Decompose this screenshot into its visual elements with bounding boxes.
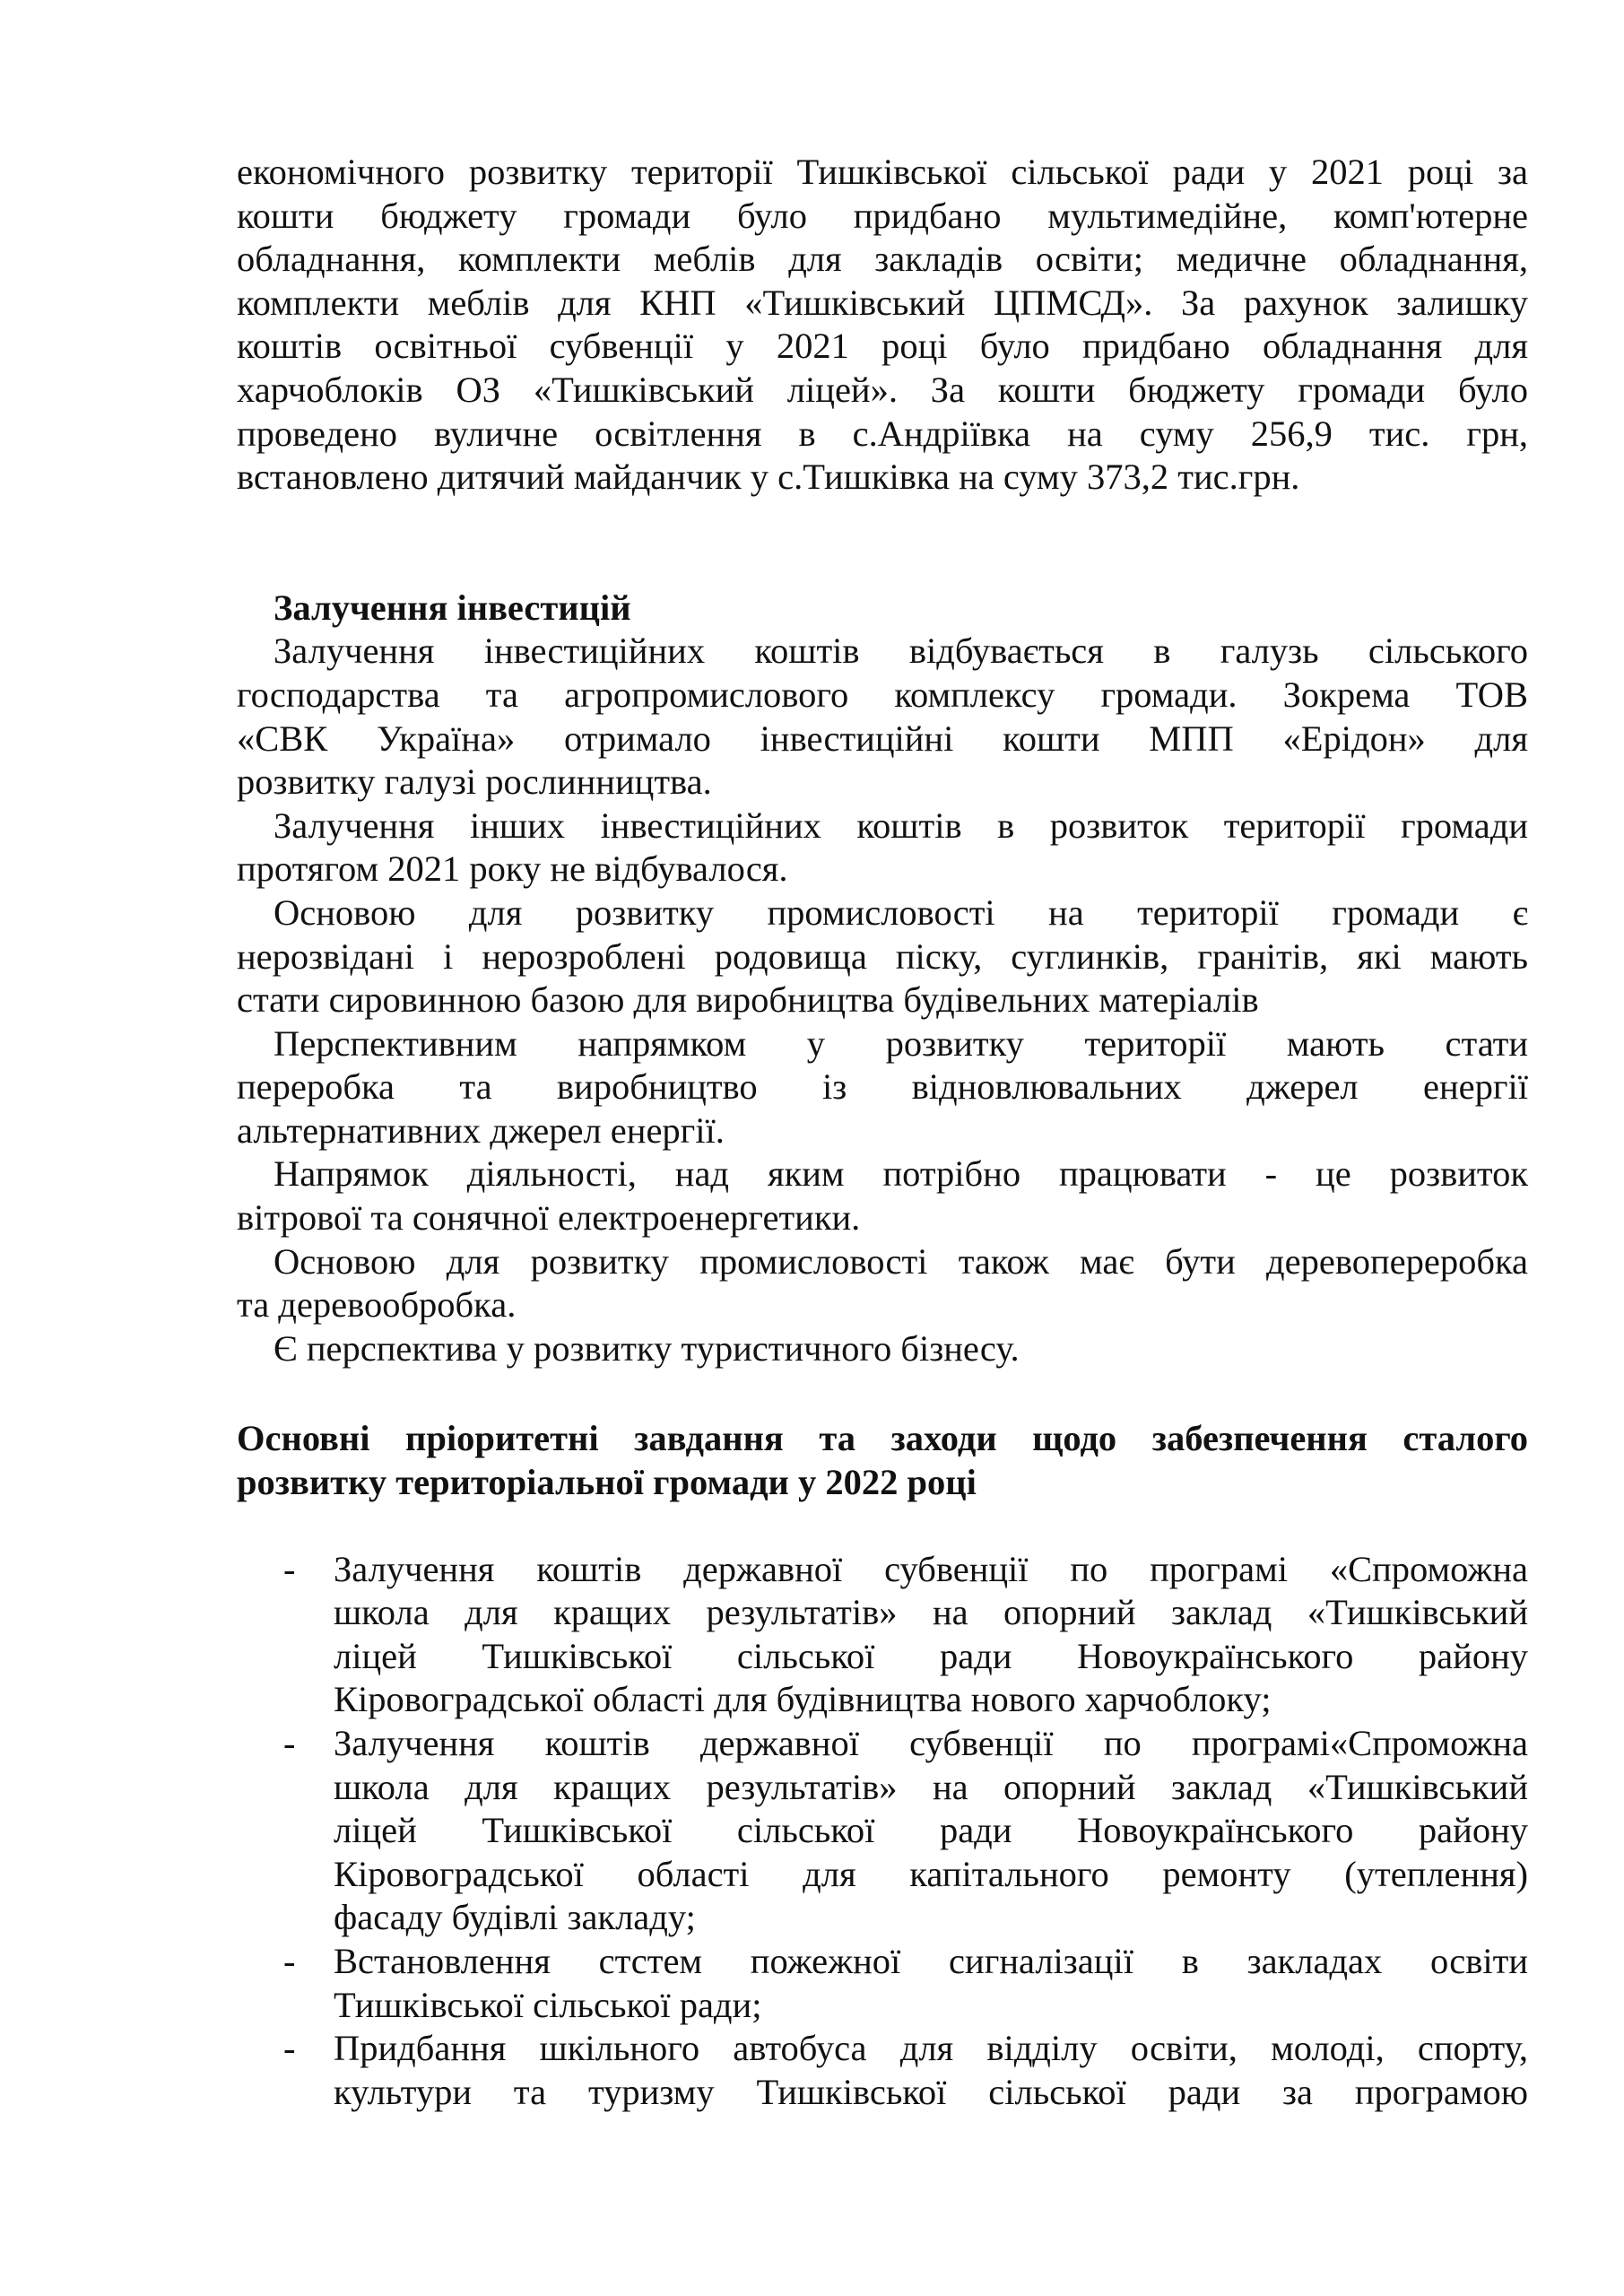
text-line: Є перспектива у розвитку туристичного бізнесу. [274, 1327, 1020, 1369]
text-line: Залучення коштів державної субвенції по програмі «Спроможна [334, 1548, 1528, 1589]
bullet-dash: - [283, 1723, 296, 1763]
text-line: ліцей Тишківської сільської ради Новоукраїнського району [334, 1810, 1528, 1851]
text-line: обладнання, комплекти меблів для закладів освіти; медичне обладнання, [237, 239, 1528, 280]
paragraph-economic-development [237, 151, 1528, 500]
text-line: Кіровоградської області для будівництва нового харчоблоку; [334, 1679, 1272, 1720]
text-line: школа для кращих результатів» на опорний заклад «Тишківський [334, 1766, 1528, 1807]
text-line: альтернативних джерел енергії. [237, 1109, 725, 1151]
text-line: Основою для розвитку промисловості також має бути деревопереробка [274, 1240, 1528, 1282]
list-item [237, 1722, 1528, 1940]
text-line: економічного розвитку території Тишківської сільської ради у 2021 році за [237, 152, 1528, 192]
text-line: нерозвідані і нерозроблені родовища піску, суглинків, гранітів, які мають [237, 935, 1528, 977]
text-line: Встановлення стстем пожежної сигналізації в закладах освіти [334, 1940, 1528, 1981]
text-line: проведено вуличне освітлення в с.Андріївка на суму 256,9 тис. грн, [237, 413, 1528, 454]
text-line: вітрової та сонячної електроенергетики. [237, 1197, 861, 1239]
section-priorities [237, 1417, 1528, 2114]
text-line: стати сировинною базою для виробництва будівельних матеріалів [237, 979, 1259, 1021]
text-line: школа для кращих результатів» на опорний заклад «Тишківський [334, 1592, 1528, 1633]
text-line: фасаду будівлі закладу; [334, 1897, 696, 1938]
text-line: Тишківської сільської ради; [334, 1984, 762, 2025]
text-line: Залучення інвестиційних коштів відбувається в галузь сільського [274, 631, 1528, 672]
paragraph-investment-agriculture [237, 630, 1528, 804]
text-line: «СВК Україна» отримало інвестиційні кошти МПП «Ерідон» для [237, 718, 1528, 759]
text-line: розвитку галузі рослинництва. [237, 761, 712, 803]
text-line: харчоблоків ОЗ «Тишківський ліцей». За кошти бюджету громади було [237, 369, 1528, 410]
bullet-dash: - [283, 1940, 296, 1981]
text-line: кошти бюджету громади було придбано мультимедійне, комп'ютерне [237, 195, 1528, 236]
document-page [237, 151, 1528, 2114]
text-line: Основою для розвитку промисловості на території громади є [274, 891, 1528, 933]
bullet-dash: - [283, 1548, 296, 1589]
paragraph-renewable-energy [237, 1022, 1528, 1153]
paragraph-tourism [237, 1327, 1528, 1371]
section-investment [237, 587, 1528, 1371]
paragraph-woodworking [237, 1240, 1528, 1327]
paragraph-industry-resources [237, 891, 1528, 1022]
section-heading-investment: Залучення інвестицій [274, 587, 631, 628]
text-line: та деревообробка. [237, 1284, 517, 1326]
text-line: встановлено дитячий майданчик у с.Тишківка на суму 373,2 тис.грн. [237, 457, 1300, 498]
list-item [237, 2027, 1528, 2114]
paragraph-investment-other [237, 804, 1528, 891]
text-line: ліцей Тишківської сільської ради Новоукраїнського району [334, 1635, 1528, 1676]
section-heading-priorities: Основні пріоритетні завдання та заходи щодо забезпечення сталого [237, 1418, 1528, 1459]
text-line: господарства та агропромислового комплексу громади. Зокрема ТОВ [237, 674, 1528, 715]
list-item [237, 1940, 1528, 2027]
text-line: переробка та виробництво із відновлювальних джерел енергії [237, 1066, 1528, 1108]
text-line: Залучення інших інвестиційних коштів в розвиток території громади [274, 804, 1528, 846]
paragraph-wind-solar [237, 1152, 1528, 1239]
text-line: Залучення коштів державної субвенції по програмі«Спроможна [334, 1723, 1528, 1763]
list-item [237, 1548, 1528, 1722]
section-heading-priorities-cont: розвитку територіальної громади у 2022 році [237, 1462, 977, 1503]
bullet-dash: - [283, 2028, 296, 2069]
text-line: Придбання шкільного автобуса для відділу освіти, молоді, спорту, [334, 2028, 1528, 2069]
text-line: культури та туризму Тишківської сільської ради за програмою [334, 2071, 1528, 2112]
text-line: комплекти меблів для КНП «Тишківський ЦПМСД». За рахунок залишку [237, 282, 1528, 323]
text-line: протягом 2021 року не відбувалося. [237, 848, 788, 890]
text-line: Кіровоградської області для капітального ремонту (утеплення) [334, 1853, 1528, 1894]
text-line: Перспективним напрямком у розвитку території мають стати [274, 1022, 1528, 1064]
text-line: Напрямок діяльності, над яким потрібно працювати - це розвиток [274, 1153, 1528, 1195]
text-line: коштів освітньої субвенції у 2021 році було придбано обладнання для [237, 326, 1528, 367]
